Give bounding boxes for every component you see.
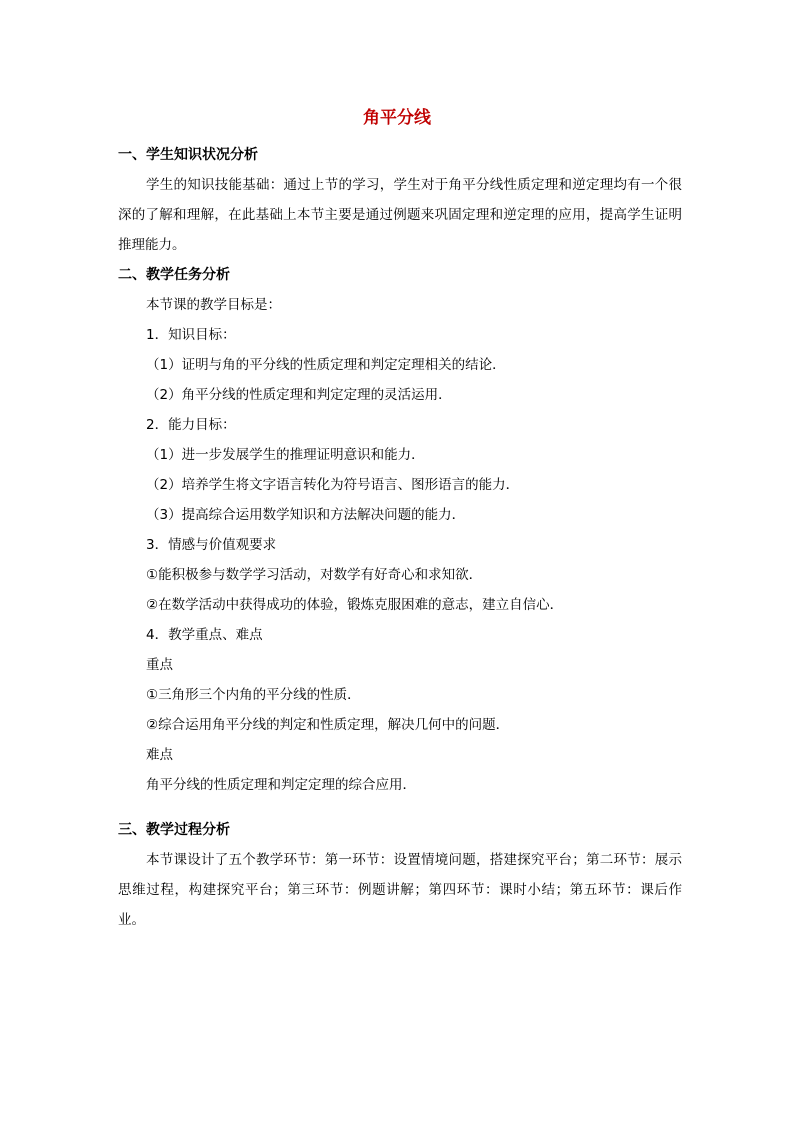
objective-line: （2）角平分线的性质定理和判定定理的灵活运用． <box>146 387 452 403</box>
objective-line: 重点 <box>146 657 173 673</box>
objective-line: 2．能力目标： <box>146 417 236 433</box>
objective-line: （2）培养学生将文字语言转化为符号语言、图形语言的能力． <box>146 477 520 493</box>
objectives-intro: 本节课的教学目标是： <box>146 297 281 313</box>
section-1-paragraph: 学生的知识技能基础：通过上节的学习，学生对于角平分线性质定理和逆定理均有一个很深的了解和理解，在此基础上本节主要是通过例题来巩固定理和逆定理的应用，提高学生证明推理能力。 <box>118 177 682 253</box>
objective-line: ①能积极参与数学学习活动，对数学有好奇心和求知欲． <box>146 567 483 583</box>
section-heading-2: 二、教学任务分析 <box>118 267 230 283</box>
objective-line: 难点 <box>146 747 173 763</box>
section-3-paragraph: 本节课设计了五个教学环节：第一环节：设置情境问题，搭建探究平台；第二环节：展示思维过程，构建探究平台；第三环节：例题讲解；第四环节：课时小结；第五环节：课后作业。 <box>118 852 682 928</box>
objective-line: （1）证明与角的平分线的性质定理和判定定理相关的结论． <box>146 357 506 373</box>
objective-line: ①三角形三个内角的平分线的性质． <box>146 687 361 703</box>
document-title: 角平分线 <box>363 108 431 128</box>
objective-line: ②综合运用角平分线的判定和性质定理，解决几何中的问题． <box>146 717 510 733</box>
objective-line: 角平分线的性质定理和判定定理的综合应用． <box>146 777 416 793</box>
objective-line: 1．知识目标： <box>146 327 236 343</box>
objective-line: （1）进一步发展学生的推理证明意识和能力． <box>146 447 425 463</box>
section-heading-1: 一、学生知识状况分析 <box>118 147 258 163</box>
objective-line: 4．教学重点、难点 <box>146 627 263 643</box>
objective-line: （3）提高综合运用数学知识和方法解决问题的能力． <box>146 507 466 523</box>
section-heading-3: 三、教学过程分析 <box>118 822 230 838</box>
document-body <box>118 145 682 940</box>
section-spacer <box>118 805 682 820</box>
objective-line: ②在数学活动中获得成功的体验，锻炼克服困难的意志，建立自信心． <box>146 597 564 613</box>
objective-line: 3．情感与价值观要求 <box>146 537 277 553</box>
